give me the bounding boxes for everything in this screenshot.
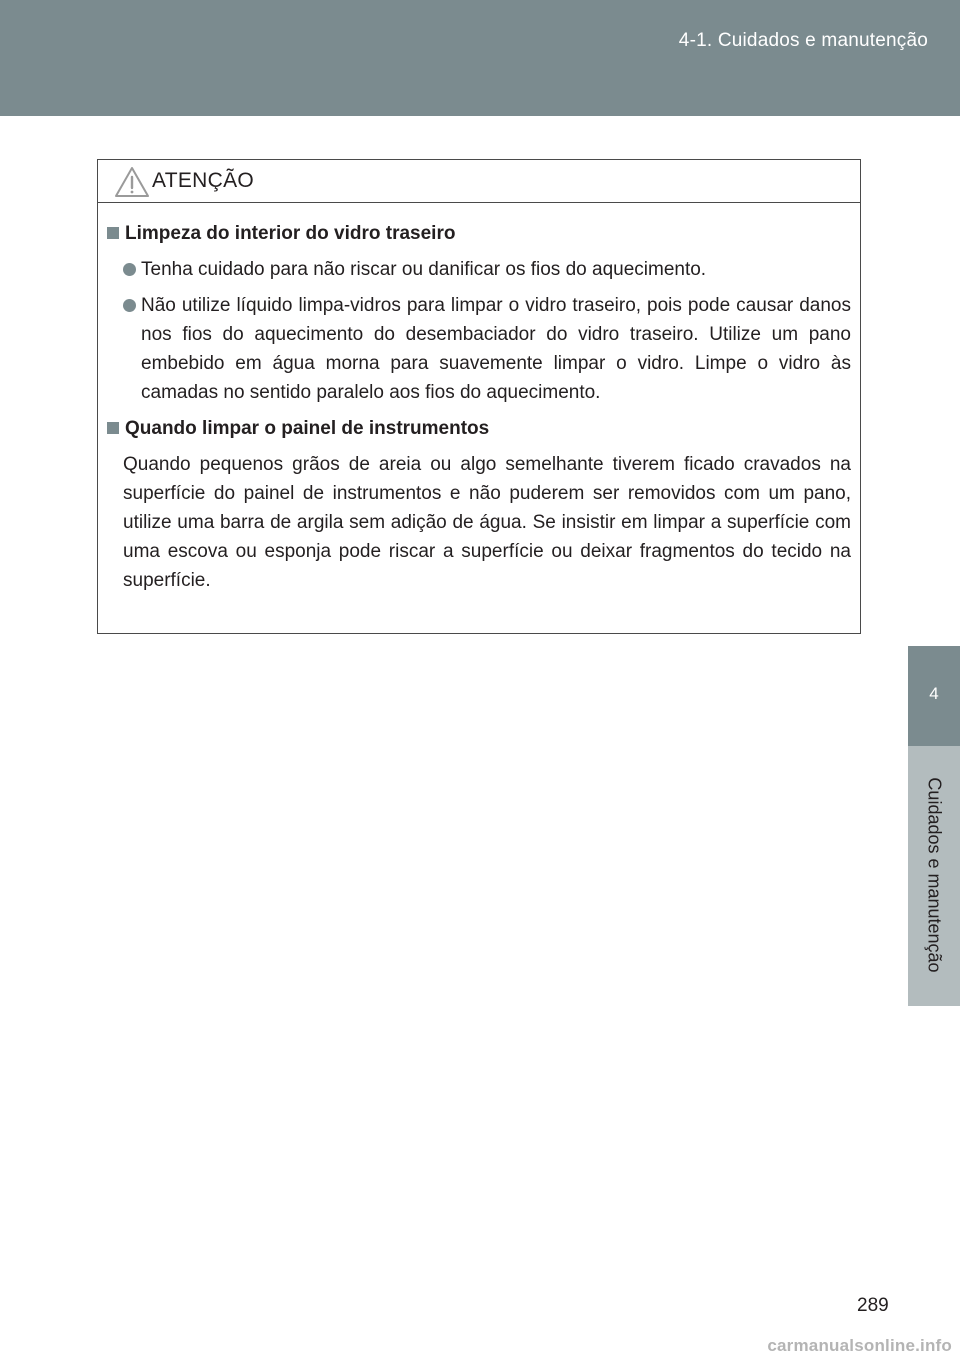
- warning-header: [98, 160, 860, 203]
- list-item: [107, 255, 851, 284]
- section-heading-text: Limpeza do interior do vidro traseiro: [125, 223, 456, 244]
- list-item-text: Tenha cuidado para não riscar ou danificar os fios do aquecimento.: [141, 259, 707, 280]
- warning-body: [98, 203, 860, 595]
- side-tab-label: Cuidados e manutenção: [924, 777, 945, 973]
- circle-bullet-icon: [123, 263, 136, 276]
- list-item: [107, 291, 851, 407]
- warning-box: [97, 159, 861, 634]
- section-title: 4-1. Cuidados e manutenção: [678, 30, 928, 51]
- watermark: carmanualsonline.info: [767, 1336, 952, 1355]
- square-bullet-icon: [107, 227, 119, 239]
- list-item-text: Não utilize líquido limpa-vidros para limpar o vidro traseiro, pois pode causar danos nos fios do aquecimento do desembaciador do vidro traseiro. Utilize um pano embebido em água morna para suavemente limpar o vidro. Limpe o vidro às camadas no sentido paralelo aos fios do aquecimento.: [141, 295, 851, 403]
- instrument-panel-paragraph: Quando pequenos grãos de areia ou algo semelhante tiverem ficado cravados na superfície do painel de instrumentos e não puderem ser removidos com um pano, utilize uma barra de argila sem adição de água. Se insistir em limpar a superfície com uma escova ou esponja pode riscar a superfície ou deixar fragmentos do tecido na superfície.: [123, 454, 851, 591]
- section-heading-text: Quando limpar o painel de instrumentos: [125, 418, 490, 439]
- page-number: 289: [857, 1295, 889, 1316]
- warning-title: ATENÇÃO: [152, 169, 255, 192]
- side-tab-number: 4: [929, 684, 939, 703]
- circle-bullet-icon: [123, 299, 136, 312]
- warning-triangle-icon: [114, 166, 150, 198]
- square-bullet-icon: [107, 422, 119, 434]
- section-heading-rear-window: [107, 219, 851, 248]
- section-heading-instrument-panel: [107, 414, 851, 443]
- header-band: [0, 0, 960, 116]
